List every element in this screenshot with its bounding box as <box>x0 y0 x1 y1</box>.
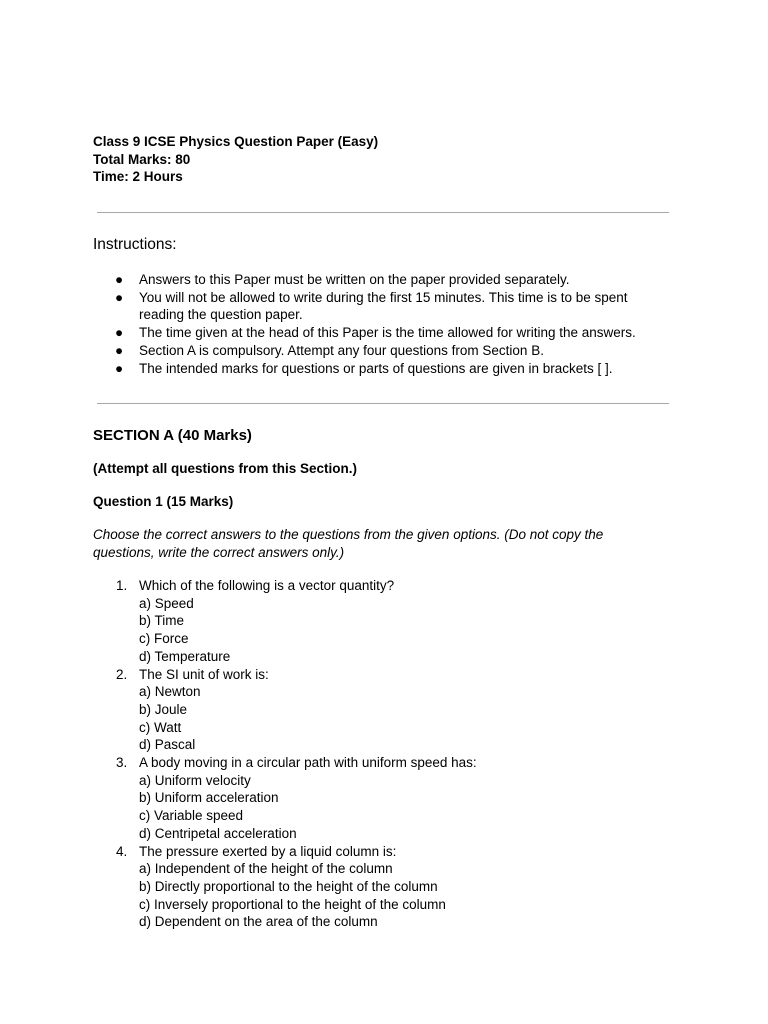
instruction-text: Answers to this Paper must be written on the paper provided separately. <box>139 272 570 287</box>
question-1-instruction: Choose the correct answers to the questions from the given options. (Do not copy the questions, write the correct answers only.) <box>93 527 604 560</box>
option-c: c) Watt <box>139 719 182 735</box>
instruction-text: Section A is compulsory. Attempt any four questions from Section B. <box>139 342 544 358</box>
option-c: c) Variable speed <box>139 808 244 824</box>
question-number: 3. <box>116 755 128 771</box>
option-d: d) Pascal <box>139 737 196 753</box>
option-b: b) Time <box>139 613 185 629</box>
question-item <box>93 666 673 755</box>
instruction-text: You will not be allowed to write during the first 15 minutes. This time is to be spent reading the question paper. <box>139 289 628 323</box>
question-text: The SI unit of work is: <box>139 666 269 682</box>
paper-title: Class 9 ICSE Physics Question Paper (Easy) <box>93 134 379 149</box>
divider-top <box>97 212 669 213</box>
question-item <box>93 754 673 843</box>
section-a-note: (Attempt all questions from this Section.) <box>93 461 358 476</box>
option-d: d) Dependent on the area of the column <box>139 914 378 930</box>
option-b: b) Joule <box>139 701 188 717</box>
bullet-icon: ● <box>115 325 124 341</box>
instruction-item <box>93 271 673 289</box>
question-number: 4. <box>116 843 128 859</box>
instruction-item <box>93 289 673 324</box>
option-c: c) Inversely proportional to the height of the column <box>139 896 446 912</box>
question-1-heading: Question 1 (15 Marks) <box>93 494 234 509</box>
instruction-text: The time given at the head of this Paper is the time allowed for writing the answers. <box>139 325 636 341</box>
instructions-heading: Instructions: <box>93 236 177 253</box>
paper-header <box>93 133 378 186</box>
option-a: a) Speed <box>139 595 194 611</box>
question-list <box>93 577 673 931</box>
bullet-icon: ● <box>115 342 124 358</box>
question-number: 2. <box>116 666 128 682</box>
bullet-icon: ● <box>115 272 124 287</box>
time-allowed: Time: 2 Hours <box>93 169 183 185</box>
instruction-item <box>93 342 673 360</box>
question-item <box>93 577 673 666</box>
instruction-item <box>93 324 673 342</box>
option-d: d) Centripetal acceleration <box>139 825 297 841</box>
instruction-text: The intended marks for questions or parts of questions are given in brackets [ ]. <box>139 360 613 376</box>
total-marks: Total Marks: 80 <box>93 151 191 167</box>
question-text: Which of the following is a vector quantity? <box>139 578 395 593</box>
question-item <box>93 843 673 932</box>
divider-middle <box>97 403 669 404</box>
question-text: The pressure exerted by a liquid column is: <box>139 843 397 859</box>
option-b: b) Directly proportional to the height of the column <box>139 878 438 894</box>
option-a: a) Independent of the height of the column <box>139 861 393 877</box>
bullet-icon: ● <box>115 360 124 376</box>
option-a: a) Uniform velocity <box>139 772 251 788</box>
option-c: c) Force <box>139 631 189 647</box>
question-number: 1. <box>116 578 128 593</box>
instruction-item <box>93 360 673 378</box>
question-text: A body moving in a circular path with uniform speed has: <box>139 755 477 771</box>
option-d: d) Temperature <box>139 648 231 664</box>
option-a: a) Newton <box>139 684 201 700</box>
section-a-heading: SECTION A (40 Marks) <box>93 427 252 444</box>
option-b: b) Uniform acceleration <box>139 790 279 806</box>
bullet-icon: ● <box>115 289 124 305</box>
instructions-list <box>93 271 673 377</box>
